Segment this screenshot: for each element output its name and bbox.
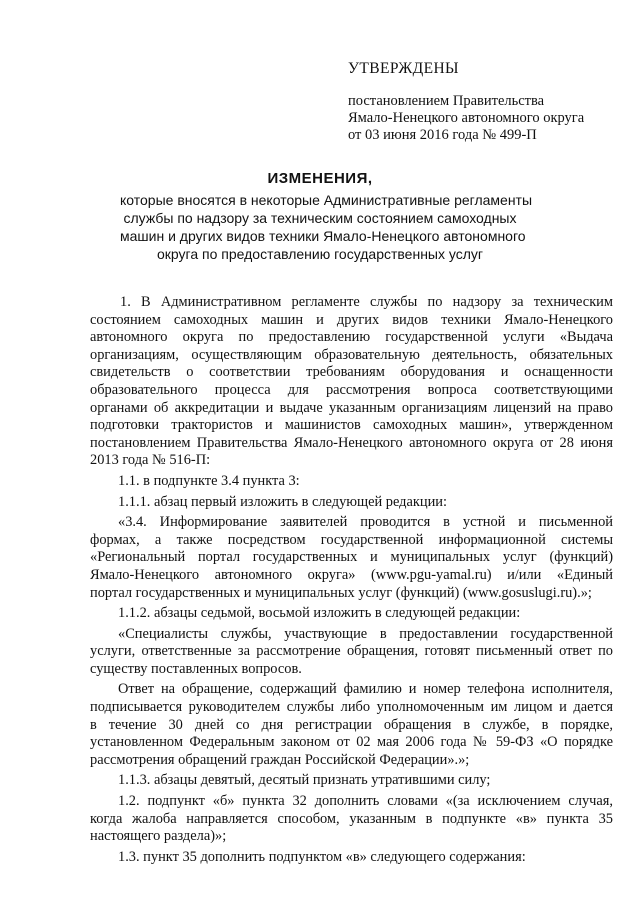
approval-heading: УТВЕРЖДЕНЫ xyxy=(348,60,459,77)
approval-line: Ямало-Ненецкого автономного округа xyxy=(348,110,585,126)
text-line: портал государственных и муниципальных услуг (функций) (www.gosuslugi.ru).»; xyxy=(90,584,592,601)
paragraph-7 xyxy=(90,681,613,769)
text-line: существу поставленных вопросов. xyxy=(90,660,302,677)
text-line: свидетельств о соответствии требованиям оборудования и оснащенности xyxy=(90,364,613,381)
document-title: ИЗМЕНЕНИЯ, xyxy=(267,170,373,187)
text-line: подписывается руководителем службы либо уполномоченным им лицом и дается xyxy=(90,699,613,716)
text-line: Ответ на обращение, содержащий фамилию и номер телефона исполнителя, xyxy=(118,681,613,698)
paragraph-2: 1.1. в подпункте 3.4 пункта 3: xyxy=(118,472,300,489)
text-line: Ямало-Ненецкого автономного округа» (www.pgu-yamal.ru) и/или «Единый xyxy=(90,566,613,583)
subtitle-line: которые вносятся в некоторые Административные регламенты xyxy=(120,192,533,208)
paragraph-10: 1.3. пункт 35 дополнить подпунктом «в» следующего содержания: xyxy=(118,848,526,865)
approval-line: постановлением Правительства xyxy=(348,93,545,109)
text-line: автономного округа по предоставлению государственной услуги «Выдача xyxy=(90,329,613,346)
text-line: организациям, осуществляющим образовательную деятельность, обязательных xyxy=(90,346,613,363)
paragraph-8: 1.1.3. абзацы девятый, десятый признать утратившими силу; xyxy=(118,772,491,789)
text-line: установленном Федеральным законом от 02 мая 2006 года № 59-ФЗ «О порядке xyxy=(90,734,613,751)
text-line: когда жалоба направляется способом, указанным в подпункте «в» пункта 35 xyxy=(90,810,613,827)
paragraph-3: 1.1.1. абзац первый изложить в следующей редакции: xyxy=(118,493,447,510)
subtitle-line: службы по надзору за техническим состоянием самоходных xyxy=(123,210,517,226)
text-line: подготовки трактористов и машинистов самоходных машин», утвержденном xyxy=(90,417,613,434)
approval-line: от 03 июня 2016 года № 499-П xyxy=(348,127,537,143)
subtitle-line: машин и других видов техники Ямало-Ненецкого автономного xyxy=(120,228,526,244)
approval-block xyxy=(348,60,618,144)
text-line: формах, а также посредством государственной информационной системы xyxy=(90,531,613,548)
text-line: 2013 года № 516-П: xyxy=(90,452,211,469)
paragraph-5: 1.1.2. абзацы седьмой, восьмой изложить в следующей редакции: xyxy=(118,605,521,622)
text-line: «Региональный портал государственных и муниципальных услуг (функций) xyxy=(90,549,613,566)
document-body xyxy=(90,294,613,866)
text-line: «3.4. Информирование заявителей проводится в устной и письменной xyxy=(118,514,613,531)
paragraph-1 xyxy=(90,294,613,470)
document-subtitle xyxy=(120,191,533,263)
text-line: состоянием самоходных машин и других видов техники Ямало-Ненецкого xyxy=(90,311,613,328)
text-line: органами об аккредитации и выдаче указанным организациям лицензий на право xyxy=(90,399,613,416)
text-line: рассмотрения обращений граждан Российской Федерации».»; xyxy=(90,751,470,768)
paragraph-9 xyxy=(90,793,613,846)
text-line: настоящего раздела)»; xyxy=(90,828,227,845)
text-line: 1.2. подпункт «б» пункта 32 дополнить словами «(за исключением случая, xyxy=(118,793,613,810)
text-line: «Специалисты службы, участвующие в предоставлении государственной xyxy=(118,625,613,642)
text-line: в течение 30 дней со дня регистрации обращения в службе, в порядке, xyxy=(90,716,613,733)
paragraph-6 xyxy=(90,626,613,679)
text-line: 1. В Административном регламенте службы по надзору за техническим xyxy=(120,294,613,310)
text-line: постановлением Правительства Ямало-Ненецкого автономного округа от 28 июня xyxy=(90,434,613,451)
subtitle-line: округа по предоставлению государственных услуг xyxy=(157,246,483,262)
paragraph-4 xyxy=(90,514,613,602)
text-line: образовательного процесса для рассмотрения вопроса соответствующими xyxy=(90,381,613,398)
text-line: услуги, ответственные за рассмотрение обращения, готовят письменный ответ по xyxy=(90,643,613,660)
